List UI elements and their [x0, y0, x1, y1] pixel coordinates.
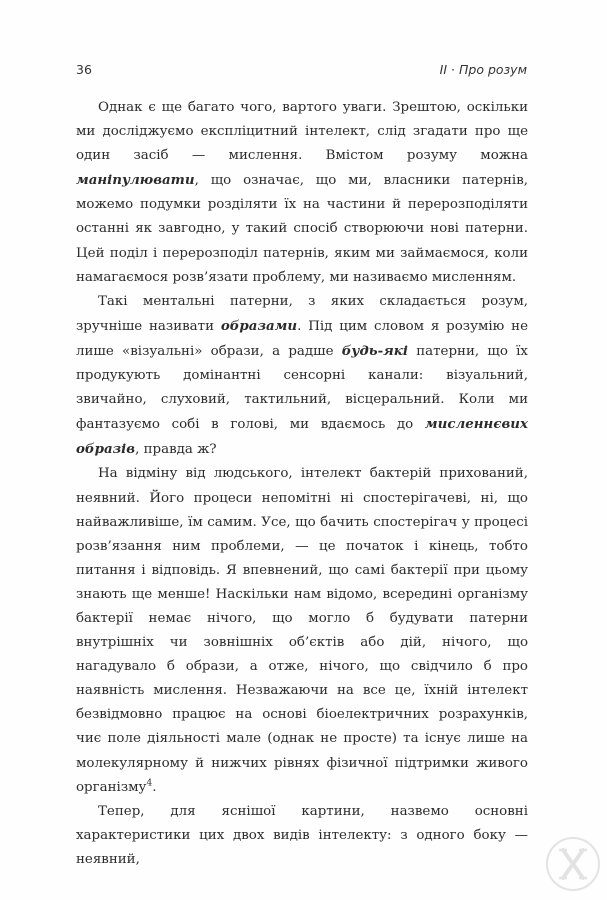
x-publisher-logo-icon [545, 836, 601, 892]
text-run: , правда ж? [135, 442, 217, 458]
section-title: Про розум [458, 62, 527, 77]
text-run: . [152, 779, 157, 795]
paragraph [76, 462, 528, 799]
paragraph [76, 800, 528, 872]
text-run: . Під цим словом я розумію не лише «візуальні» образи, а радше [76, 318, 528, 359]
emphasis: образами [220, 317, 298, 334]
text-run: патерни, що їх продукують домінантні сенсорні канали: візуальний, звичайно, слуховий, тактильний, вісцеральний. Коли ми фантазуємо собі в голові, ми вдаємось до [76, 343, 528, 433]
page-number: 36 [76, 62, 92, 77]
emphasis: будь-які [341, 342, 408, 359]
text-run: Такі ментальні патерни, з яких складається розум, зручніше називати [76, 293, 528, 334]
text-run: На відміну від людського, інтелект бактерій прихований, неявний. Його процеси непомітні ні спостерігачеві, ні, що найважливіше, їм самим. Усе, що бачить спостерігач у процесі розв’язання ним проблеми, — це початок і кінець, тобто питання і відповідь. Я впевнений, що самі бактерії при цьому знають ще менше! Наскільки нам відомо, всередині організму бактерії немає нічого, що могло б будувати патерни внутрішніх чи зовнішніх об’єктів або дій, нічого, що нагадувало б образи, а отже, нічого, що свідчило б про наявність мислення. Незважаючи на все це, їхній інтелект безвідмовно працює на основі біоелектричних розрахунків, чиє поле діяльності мале (однак не просте) та існує лише на молекулярному й нижчих рівнях фізичної підтримки живого організму [76, 466, 528, 795]
page-header [76, 62, 527, 80]
text-run: , що означає, що ми, власники патернів, можемо подумки розділяти їх на частини й перерозподіляти останні як завгодно, у такий спосіб створюючи нові патерни. Цей поділ і перерозподіл патернів, яким ми займаємося, коли намагаємося розв’язати проблему, ми називаємо мисленням. [76, 173, 528, 285]
footnote-marker[interactable]: 4 [146, 778, 153, 789]
emphasis: мисленнєвих образів [76, 416, 528, 458]
paragraph [76, 96, 528, 290]
header-separator: · [451, 62, 455, 77]
text-run: Тепер, для яснішої картини, назвемо основні характеристики цих двох видів інтелекту: з одного боку — неявний, [76, 803, 528, 867]
text-run: Однак є ще багато чого, вартого уваги. Зрештою, оскільки ми досліджуємо експліцитний інтелект, слід згадати про ще один засіб — мислення. Вмістом розуму можна [76, 100, 528, 164]
section-numeral: II [439, 62, 448, 77]
emphasis: маніпулювати [76, 172, 195, 189]
body-text [76, 96, 528, 872]
paragraph [76, 290, 528, 463]
running-head [440, 62, 527, 77]
